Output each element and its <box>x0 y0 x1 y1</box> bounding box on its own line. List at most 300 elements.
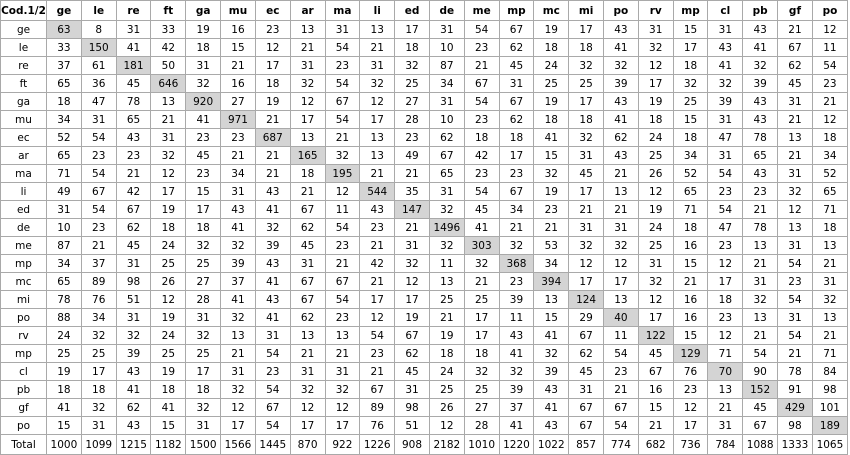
table-cell: 39 <box>116 345 151 363</box>
column-header: mi <box>569 1 604 21</box>
table-cell: 12 <box>638 57 673 75</box>
table-cell: 98 <box>395 399 430 417</box>
column-header: le <box>81 1 116 21</box>
table-cell: 31 <box>290 363 325 381</box>
table-cell: 32 <box>638 39 673 57</box>
table-cell: 31 <box>604 219 639 237</box>
table-cell: 43 <box>743 165 778 183</box>
table-cell: 13 <box>708 381 743 399</box>
diagonal-cell: 165 <box>290 147 325 165</box>
row-header: mc <box>1 273 47 291</box>
table-cell: 12 <box>360 309 395 327</box>
table-cell: 27 <box>221 93 256 111</box>
table-cell: 25 <box>151 255 186 273</box>
table-cell: 23 <box>325 57 360 75</box>
table-cell: 13 <box>221 327 256 345</box>
table-cell: 18 <box>638 111 673 129</box>
table-cell: 42 <box>464 147 499 165</box>
table-cell: 54 <box>81 129 116 147</box>
total-row <box>1 435 848 455</box>
table-cell: 31 <box>569 219 604 237</box>
table-cell: 18 <box>464 129 499 147</box>
table-row <box>1 57 848 75</box>
table-cell: 67 <box>116 201 151 219</box>
table-cell: 54 <box>360 327 395 345</box>
table-cell: 71 <box>47 165 82 183</box>
table-cell: 25 <box>534 75 569 93</box>
table-cell: 23 <box>255 363 290 381</box>
table-cell: 39 <box>708 93 743 111</box>
table-cell: 78 <box>116 93 151 111</box>
table-cell: 54 <box>778 255 813 273</box>
table-cell: 54 <box>325 39 360 57</box>
table-cell: 21 <box>534 219 569 237</box>
table-cell: 34 <box>81 309 116 327</box>
table-cell: 17 <box>186 201 221 219</box>
table-cell: 78 <box>743 129 778 147</box>
table-cell: 21 <box>464 273 499 291</box>
table-cell: 13 <box>604 291 639 309</box>
table-cell: 67 <box>499 93 534 111</box>
table-cell: 54 <box>604 345 639 363</box>
table-cell: 54 <box>743 345 778 363</box>
table-cell: 65 <box>116 111 151 129</box>
total-cell: 736 <box>673 435 708 455</box>
table-cell: 13 <box>604 183 639 201</box>
column-header: mc <box>534 1 569 21</box>
table-cell: 31 <box>708 147 743 165</box>
total-cell: 870 <box>290 435 325 455</box>
table-cell: 41 <box>151 399 186 417</box>
row-header: mu <box>1 111 47 129</box>
table-cell: 23 <box>360 345 395 363</box>
table-cell: 42 <box>151 39 186 57</box>
table-cell: 71 <box>812 201 847 219</box>
table-cell: 62 <box>778 57 813 75</box>
table-cell: 32 <box>290 75 325 93</box>
table-cell: 21 <box>360 363 395 381</box>
table-cell: 21 <box>743 201 778 219</box>
table-cell: 18 <box>47 93 82 111</box>
table-cell: 54 <box>325 219 360 237</box>
table-cell: 25 <box>673 93 708 111</box>
total-cell: 1099 <box>81 435 116 455</box>
table-cell: 26 <box>151 273 186 291</box>
table-cell: 34 <box>429 75 464 93</box>
diagonal-cell: 63 <box>47 21 82 39</box>
table-cell: 62 <box>499 111 534 129</box>
table-cell: 62 <box>290 309 325 327</box>
table-cell: 18 <box>186 381 221 399</box>
table-cell: 87 <box>429 57 464 75</box>
table-cell: 12 <box>638 291 673 309</box>
table-cell: 62 <box>116 399 151 417</box>
table-cell: 24 <box>638 219 673 237</box>
table-cell: 23 <box>708 309 743 327</box>
table-cell: 47 <box>81 93 116 111</box>
table-cell: 39 <box>604 75 639 93</box>
table-cell: 12 <box>395 273 430 291</box>
table-cell: 25 <box>429 291 464 309</box>
table-cell: 27 <box>395 93 430 111</box>
table-cell: 32 <box>534 345 569 363</box>
table-cell: 41 <box>743 39 778 57</box>
table-cell: 23 <box>499 273 534 291</box>
table-cell: 39 <box>743 75 778 93</box>
table-row <box>1 201 848 219</box>
table-cell: 54 <box>778 291 813 309</box>
table-cell: 21 <box>151 111 186 129</box>
row-header: rv <box>1 327 47 345</box>
table-cell: 41 <box>604 111 639 129</box>
total-cell: 784 <box>708 435 743 455</box>
table-cell: 17 <box>638 309 673 327</box>
table-cell: 18 <box>47 381 82 399</box>
table-cell: 65 <box>47 147 82 165</box>
table-cell: 54 <box>255 345 290 363</box>
total-cell: 1215 <box>116 435 151 455</box>
table-cell: 31 <box>290 255 325 273</box>
table-cell: 31 <box>186 417 221 435</box>
table-cell: 41 <box>499 345 534 363</box>
diagonal-cell: 1496 <box>429 219 464 237</box>
table-cell: 17 <box>151 183 186 201</box>
table-cell: 32 <box>464 255 499 273</box>
row-header: le <box>1 39 47 57</box>
table-cell: 88 <box>47 309 82 327</box>
table-cell: 34 <box>221 165 256 183</box>
table-cell: 32 <box>499 363 534 381</box>
table-cell: 21 <box>325 129 360 147</box>
row-header: ft <box>1 75 47 93</box>
column-header: mp <box>673 1 708 21</box>
row-header: li <box>1 183 47 201</box>
table-cell: 41 <box>116 39 151 57</box>
table-cell: 12 <box>569 255 604 273</box>
table-cell: 15 <box>151 417 186 435</box>
column-header: ed <box>395 1 430 21</box>
table-row <box>1 255 848 273</box>
table-cell: 37 <box>499 399 534 417</box>
column-header: mu <box>221 1 256 21</box>
table-cell: 37 <box>81 255 116 273</box>
diagonal-cell: 189 <box>812 417 847 435</box>
table-cell: 67 <box>638 363 673 381</box>
table-cell: 13 <box>429 273 464 291</box>
table-cell: 62 <box>604 129 639 147</box>
table-cell: 12 <box>221 399 256 417</box>
table-cell: 34 <box>812 147 847 165</box>
table-cell: 90 <box>743 363 778 381</box>
total-cell: 1065 <box>812 435 847 455</box>
table-cell: 35 <box>395 183 430 201</box>
table-cell: 23 <box>395 129 430 147</box>
table-cell: 13 <box>778 219 813 237</box>
row-header: gf <box>1 399 47 417</box>
table-cell: 11 <box>325 201 360 219</box>
table-cell: 26 <box>429 399 464 417</box>
table-cell: 65 <box>673 183 708 201</box>
table-cell: 17 <box>569 183 604 201</box>
header-row <box>1 1 848 21</box>
table-cell: 19 <box>534 21 569 39</box>
table-cell: 32 <box>708 75 743 93</box>
table-cell: 39 <box>255 237 290 255</box>
table-cell: 21 <box>778 147 813 165</box>
table-cell: 21 <box>290 183 325 201</box>
table-cell: 18 <box>464 345 499 363</box>
table-cell: 17 <box>81 363 116 381</box>
total-cell: 682 <box>638 435 673 455</box>
table-cell: 18 <box>673 219 708 237</box>
diagonal-cell: 646 <box>151 75 186 93</box>
table-cell: 21 <box>743 327 778 345</box>
table-cell: 67 <box>778 39 813 57</box>
table-cell: 12 <box>638 183 673 201</box>
table-row <box>1 75 848 93</box>
table-cell: 21 <box>812 255 847 273</box>
table-cell: 47 <box>708 219 743 237</box>
table-cell: 18 <box>569 39 604 57</box>
diagonal-cell: 303 <box>464 237 499 255</box>
table-row <box>1 39 848 57</box>
table-cell: 23 <box>673 381 708 399</box>
table-row <box>1 165 848 183</box>
table-cell: 13 <box>290 129 325 147</box>
table-cell: 25 <box>638 237 673 255</box>
row-header: mp <box>1 345 47 363</box>
table-cell: 17 <box>255 57 290 75</box>
table-cell: 32 <box>186 237 221 255</box>
table-cell: 23 <box>255 21 290 39</box>
table-cell: 49 <box>395 147 430 165</box>
column-header: de <box>429 1 464 21</box>
table-cell: 18 <box>569 111 604 129</box>
table-cell: 43 <box>255 183 290 201</box>
diagonal-cell: 122 <box>638 327 673 345</box>
table-cell: 13 <box>534 291 569 309</box>
table-cell: 31 <box>186 57 221 75</box>
table-cell: 12 <box>673 399 708 417</box>
table-cell: 12 <box>708 255 743 273</box>
table-cell: 31 <box>151 129 186 147</box>
table-cell: 21 <box>81 237 116 255</box>
table-cell: 54 <box>708 201 743 219</box>
table-cell: 16 <box>673 309 708 327</box>
table-cell: 32 <box>81 327 116 345</box>
table-cell: 11 <box>812 39 847 57</box>
table-cell: 25 <box>429 381 464 399</box>
table-cell: 43 <box>255 291 290 309</box>
table-cell: 19 <box>47 363 82 381</box>
table-cell: 67 <box>569 327 604 345</box>
total-cell: 774 <box>604 435 639 455</box>
table-cell: 23 <box>81 219 116 237</box>
table-cell: 43 <box>604 93 639 111</box>
table-cell: 43 <box>255 255 290 273</box>
table-cell: 28 <box>186 291 221 309</box>
table-cell: 16 <box>638 381 673 399</box>
diagonal-cell: 368 <box>499 255 534 273</box>
table-cell: 18 <box>151 219 186 237</box>
table-cell: 67 <box>290 291 325 309</box>
table-cell: 17 <box>360 111 395 129</box>
row-header: ar <box>1 147 47 165</box>
row-header: ma <box>1 165 47 183</box>
table-cell: 71 <box>673 201 708 219</box>
table-cell: 31 <box>708 21 743 39</box>
table-cell: 61 <box>81 57 116 75</box>
table-cell: 18 <box>186 39 221 57</box>
table-cell: 65 <box>812 183 847 201</box>
table-cell: 23 <box>499 165 534 183</box>
table-cell: 45 <box>186 147 221 165</box>
table-cell: 13 <box>290 21 325 39</box>
table-cell: 62 <box>569 345 604 363</box>
table-cell: 32 <box>360 75 395 93</box>
table-cell: 89 <box>81 273 116 291</box>
column-header: pb <box>743 1 778 21</box>
table-cell: 31 <box>47 201 82 219</box>
diagonal-cell: 971 <box>221 111 256 129</box>
diagonal-cell: 40 <box>604 309 639 327</box>
table-cell: 31 <box>638 21 673 39</box>
table-cell: 32 <box>221 237 256 255</box>
total-cell: 1088 <box>743 435 778 455</box>
table-cell: 34 <box>47 255 82 273</box>
table-cell: 32 <box>325 381 360 399</box>
table-cell: 18 <box>499 129 534 147</box>
table-cell: 16 <box>673 291 708 309</box>
table-cell: 21 <box>290 345 325 363</box>
table-row <box>1 183 848 201</box>
table-cell: 17 <box>464 309 499 327</box>
table-cell: 43 <box>534 381 569 399</box>
table-cell: 21 <box>360 237 395 255</box>
table-cell: 32 <box>81 399 116 417</box>
table-cell: 31 <box>81 417 116 435</box>
table-cell: 32 <box>673 75 708 93</box>
table-cell: 43 <box>221 201 256 219</box>
table-cell: 67 <box>325 273 360 291</box>
table-cell: 21 <box>464 57 499 75</box>
table-cell: 19 <box>151 201 186 219</box>
table-cell: 25 <box>395 75 430 93</box>
table-cell: 31 <box>325 363 360 381</box>
table-cell: 52 <box>673 165 708 183</box>
diagonal-cell: 152 <box>743 381 778 399</box>
column-header: rv <box>638 1 673 21</box>
table-cell: 15 <box>534 309 569 327</box>
table-cell: 21 <box>290 39 325 57</box>
table-cell: 31 <box>569 381 604 399</box>
table-cell: 45 <box>464 201 499 219</box>
table-cell: 41 <box>221 291 256 309</box>
table-cell: 18 <box>186 219 221 237</box>
table-cell: 42 <box>360 255 395 273</box>
table-row <box>1 237 848 255</box>
table-cell: 12 <box>360 93 395 111</box>
table-cell: 45 <box>116 75 151 93</box>
table-cell: 13 <box>812 237 847 255</box>
table-cell: 18 <box>812 129 847 147</box>
total-cell: 1022 <box>534 435 569 455</box>
diagonal-cell: 147 <box>395 201 430 219</box>
table-cell: 31 <box>429 183 464 201</box>
table-cell: 25 <box>151 345 186 363</box>
table-cell: 45 <box>499 57 534 75</box>
diagonal-cell: 181 <box>116 57 151 75</box>
table-cell: 15 <box>673 111 708 129</box>
table-cell: 21 <box>569 201 604 219</box>
table-cell: 17 <box>290 111 325 129</box>
table-cell: 23 <box>186 129 221 147</box>
column-header: po <box>812 1 847 21</box>
table-cell: 31 <box>778 237 813 255</box>
total-cell: 2182 <box>429 435 464 455</box>
table-cell: 25 <box>464 291 499 309</box>
table-cell: 54 <box>464 93 499 111</box>
table-cell: 15 <box>186 183 221 201</box>
table-cell: 10 <box>429 111 464 129</box>
table-cell: 21 <box>743 255 778 273</box>
table-cell: 17 <box>395 291 430 309</box>
table-cell: 19 <box>151 363 186 381</box>
table-cell: 54 <box>778 327 813 345</box>
table-cell: 24 <box>534 57 569 75</box>
table-cell: 16 <box>221 21 256 39</box>
row-header: me <box>1 237 47 255</box>
table-cell: 17 <box>569 273 604 291</box>
table-cell: 67 <box>360 381 395 399</box>
column-header: gf <box>778 1 813 21</box>
table-cell: 41 <box>221 219 256 237</box>
table-cell: 32 <box>638 273 673 291</box>
table-cell: 21 <box>116 165 151 183</box>
table-cell: 67 <box>464 75 499 93</box>
table-cell: 32 <box>743 291 778 309</box>
table-cell: 24 <box>151 327 186 345</box>
table-row <box>1 219 848 237</box>
table-cell: 76 <box>360 417 395 435</box>
table-cell: 41 <box>534 327 569 345</box>
table-cell: 17 <box>290 417 325 435</box>
table-cell: 78 <box>47 291 82 309</box>
table-cell: 13 <box>743 309 778 327</box>
table-cell: 21 <box>812 327 847 345</box>
table-cell: 34 <box>534 255 569 273</box>
table-cell: 17 <box>186 363 221 381</box>
diagonal-cell: 129 <box>673 345 708 363</box>
table-cell: 19 <box>429 327 464 345</box>
table-cell: 21 <box>604 201 639 219</box>
table-cell: 19 <box>395 309 430 327</box>
table-cell: 31 <box>429 21 464 39</box>
total-cell: 1500 <box>186 435 221 455</box>
table-cell: 54 <box>325 111 360 129</box>
row-header: po <box>1 309 47 327</box>
diagonal-cell: 150 <box>81 39 116 57</box>
table-cell: 31 <box>221 183 256 201</box>
table-cell: 67 <box>499 21 534 39</box>
table-cell: 11 <box>499 309 534 327</box>
table-row <box>1 93 848 111</box>
table-row <box>1 327 848 345</box>
table-cell: 76 <box>81 291 116 309</box>
diagonal-cell: 394 <box>534 273 569 291</box>
table-cell: 31 <box>360 57 395 75</box>
column-header: me <box>464 1 499 21</box>
